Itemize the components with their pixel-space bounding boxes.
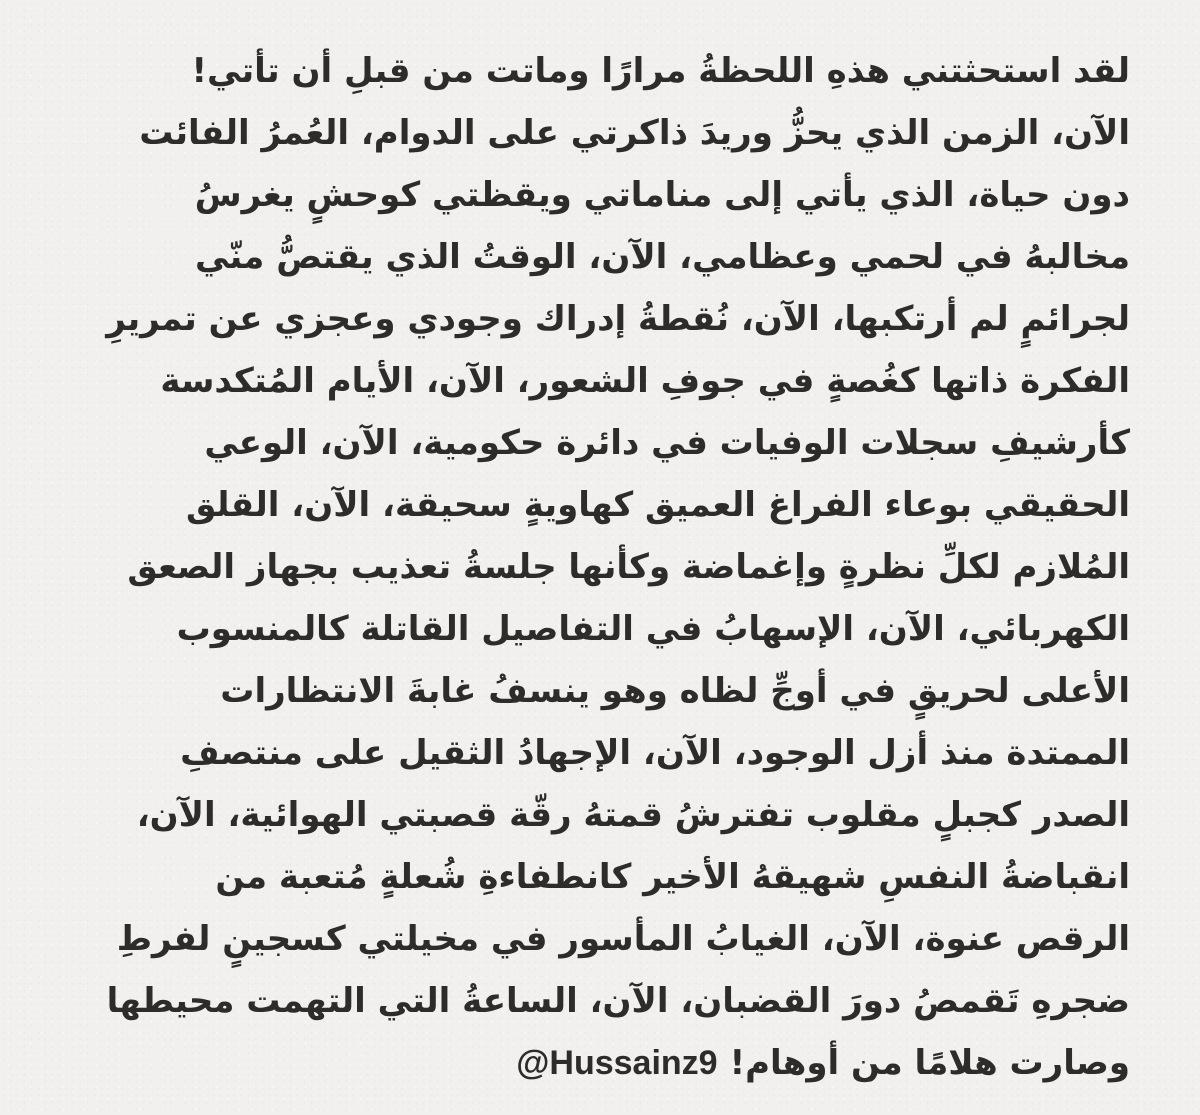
text-line-10: الكهربائي، الآن، الإسهابُ في التفاصيل القاتلة كالمنسوب [176, 609, 1130, 649]
text-line-17-content: وصارت هلامًا من أوهام! [729, 1043, 1130, 1083]
text-line-2: الآن، الزمن الذي يحزُّ وريدَ ذاكرتي على الدوام، العُمرُ الفائت [139, 113, 1130, 153]
text-line-16: ضجرهِ تَقمصُ دورَ القضبان، الآن، الساعةُ التي التهمت محيطها [106, 981, 1130, 1021]
text-line-7: كأرشيفِ سجلات الوفيات في دائرة حكومية، الآن، الوعي [204, 423, 1130, 463]
text-line-17 [70, 1032, 1130, 1094]
text-line-14: انقباضةُ النفسِ شهيقهُ الأخير كانطفاءةِ شُعلةٍ مُتعبة من [215, 857, 1130, 897]
text-line-5: لجرائمٍ لم أرتكبها، الآن، نُقطةُ إدراك وجودي وعجزي عن تمريرِ [106, 299, 1130, 339]
text-line-3: دون حياة، الذي يأتي إلى مناماتي ويقظتي كوحشٍ يغرسُ [194, 175, 1130, 215]
text-line-11: الأعلى لحريقٍ في أوجِّ لظاه وهو ينسفُ غابةَ الانتظارات [220, 671, 1130, 711]
author-handle: @Hussainz9 [516, 1044, 718, 1082]
text-line-4: مخالبهُ في لحمي وعظامي، الآن، الوقتُ الذي يقتصُّ منّي [195, 237, 1130, 277]
text-line-1: لقد استحثتني هذهِ اللحظةُ مرارًا وماتت من قبلِ أن تأتي! [191, 51, 1130, 91]
poem-text [70, 40, 1130, 1094]
text-line-12: الممتدة منذ أزل الوجود، الآن، الإجهادُ الثقيل على منتصفِ [180, 733, 1130, 773]
text-line-6: الفكرة ذاتها كغُصةٍ في جوفِ الشعور، الآن، الأيام المُتكدسة [160, 361, 1130, 401]
text-line-13: الصدر كجبلٍ مقلوب تفترشُ قمتهُ رقّة قصبتي الهوائية، الآن، [136, 795, 1130, 835]
text-line-15: الرقص عنوة، الآن، الغيابُ المأسور في مخيلتي كسجينٍ لفرطِ [116, 919, 1130, 959]
text-line-9: المُلازم لكلِّ نظرةٍ وإغماضة وكأنها جلسةُ تعذيب بجهاز الصعق [127, 547, 1130, 587]
text-line-8: الحقيقي بوعاء الفراغ العميق كهاويةٍ سحيقة، الآن، القلق [186, 485, 1130, 525]
